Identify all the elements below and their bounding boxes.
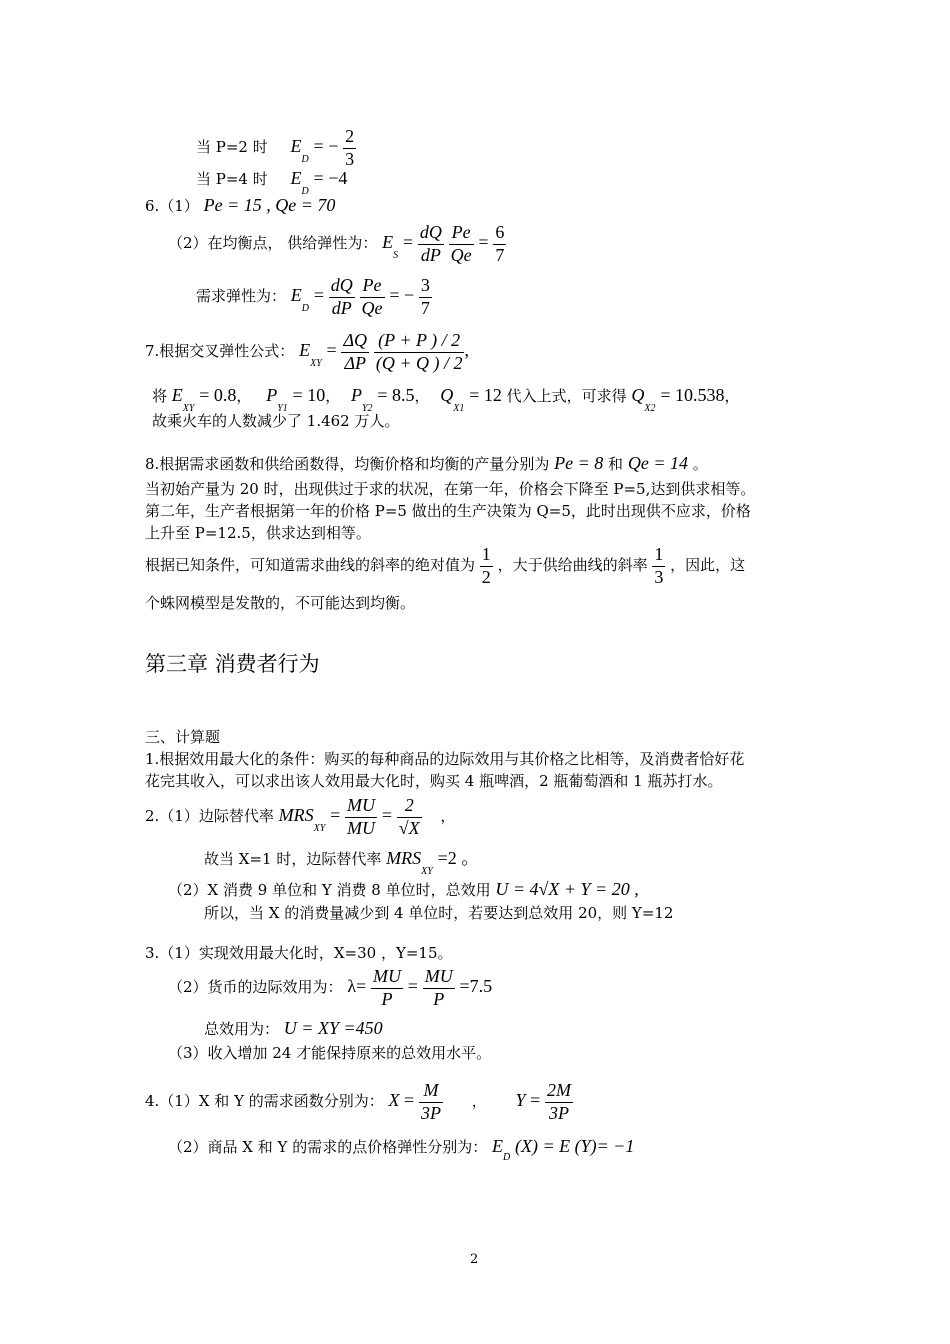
text: 根据已知条件，可知道需求曲线的斜率的绝对值为 (145, 556, 476, 575)
num: (P + P ) / 2 (374, 330, 465, 353)
sub-XY: XY (310, 358, 322, 370)
lambda: λ= (347, 976, 367, 997)
sub: D (502, 1152, 511, 1163)
frac-6-7 (493, 222, 506, 266)
text: 8.根据需求函数和供给函数得，均衡价格和均衡的产量分别为 (145, 455, 550, 473)
math-Q: Q (631, 385, 645, 405)
eq: = (402, 232, 414, 253)
frac-y (545, 1080, 573, 1124)
text: 6.（1） (145, 197, 199, 215)
math-pe-qe: Pe = 15 , Qe = 70 (203, 195, 336, 215)
math-X: X (388, 1090, 400, 1111)
num: MU (371, 966, 403, 989)
val: =2 。 (437, 848, 480, 868)
frac-dq-dp (418, 222, 444, 266)
num: 3 (419, 275, 432, 298)
frac-1-2 (480, 544, 493, 588)
sub: XY (182, 403, 195, 414)
math-E: E (491, 1136, 503, 1156)
line-q6-1 (145, 195, 335, 217)
text: 将 (152, 387, 168, 405)
frac-dq-dp (329, 275, 355, 319)
den: ΔP (344, 352, 367, 373)
math-E: E (171, 385, 183, 405)
frac-pe-qe (449, 222, 474, 266)
num: ΔQ (341, 330, 369, 353)
den: 3P (549, 1102, 569, 1123)
text: 总效用为： (204, 1020, 280, 1038)
sub-D: D (301, 186, 309, 197)
val: =7.5 (459, 976, 493, 997)
math-Q: Q (440, 385, 454, 405)
sub: XY (421, 866, 433, 877)
den: 3P (420, 1102, 441, 1123)
math-E: E (299, 340, 311, 361)
num: 1 (652, 544, 665, 567)
val-qx1: = 12 (469, 385, 502, 405)
sub: X1 (453, 403, 465, 414)
den: MU (347, 817, 376, 838)
num: MU (423, 966, 455, 989)
den: 3 (345, 148, 355, 169)
den: dP (331, 297, 352, 318)
val-py1: = 10 (292, 385, 326, 405)
math-MRS: MRS (386, 848, 422, 868)
num: MU (345, 795, 377, 818)
line-c2-1: 2.（1）边际替代率 $MRS_{XY}$ = $\frac{MU}{MU}$ = $\frac{2}{√X}$ ， (145, 795, 456, 838)
text: ，大于供给曲线的斜率 (497, 556, 648, 575)
den: Qe (361, 297, 383, 318)
den: √X (398, 817, 420, 838)
num: 1 (480, 544, 493, 567)
line-c2-3 (168, 879, 639, 901)
page-number: 2 (470, 1252, 479, 1267)
math-P: P (266, 385, 278, 405)
line-c2-4: 所以，当 X 的消费量减少到 4 单位时，若要达到总效用 20，则 Y=12 (204, 904, 674, 922)
math-qe14: Qe = 14 (627, 453, 688, 473)
text: 7.根据交叉弹性公式： (145, 342, 295, 361)
sub-S: S (393, 250, 399, 262)
text: 2.（1）边际替代率 (145, 807, 274, 826)
math-E: E (290, 285, 302, 306)
text: 4.（1）X 和 Y 的需求函数分别为： (145, 1092, 384, 1111)
num: 2M (545, 1080, 573, 1103)
line-q7-1: 7.根据交叉弹性公式： $E_{XY}$ = $\frac{\Delta Q}{\Delta P}$ $\frac{(P + P ) / 2}{(Q + Q ) / 2}$ , (145, 330, 469, 373)
den: 7 (495, 244, 505, 265)
frac-2-sqrtx (397, 795, 422, 839)
text: 和 (608, 455, 624, 473)
line-q7-3: 故乘火车的人数减少了 1.462 万人。 (152, 412, 400, 430)
line-c3-2: （2）货币的边际效用为： λ= $\frac{MU}{P}$ = $\frac{MU}{P}$ =7.5 (168, 966, 493, 1009)
val-qx2: = 10.538 (660, 385, 725, 405)
math-pe8: Pe = 8 (554, 453, 604, 473)
math-E: E (290, 136, 302, 157)
line-c1-2: 花完其收入，可以求出该人效用最大化时，购买 4 瓶啤酒，2 瓶葡萄酒和 1 瓶苏打水。 (145, 772, 723, 790)
num: dQ (418, 222, 444, 245)
line-p2 (196, 126, 356, 170)
text: （2）货币的边际效用为： (168, 978, 343, 997)
den: dP (420, 244, 441, 265)
text: ，因此，这 (670, 556, 746, 575)
line-q8-1 (145, 453, 708, 475)
line-q7-2: 将 $E_{XY} = 0.8$， $P_{Y1} = 10$， $P_{Y2} = 8.5$， $Q_{X1} = 12$ 代入上式，可求得 $Q_{X2} = 10.538$， (152, 385, 740, 414)
frac-2-3 (343, 126, 356, 170)
math-eq: = − (313, 136, 339, 157)
text-p2: 当 P=2 时 (196, 138, 268, 157)
frac-pe-qe (360, 275, 385, 319)
line-q8-2: 当初始产量为 20 时，出现供过于求的状况，在第一年，价格会下降至 P=5,达到供求相等。 (145, 480, 756, 498)
math-P: P (351, 385, 362, 405)
den: Qe (450, 244, 472, 265)
text: 代入上式，可求得 (506, 387, 627, 405)
line-c3-4: （3）收入增加 24 才能保持原来的总效用水平。 (168, 1044, 492, 1062)
line-c4-2 (168, 1136, 635, 1163)
frac-mux-px (371, 966, 403, 1010)
math-ed-final: (X) = E (Y)= −1 (515, 1136, 635, 1156)
sub: Y1 (277, 403, 288, 414)
line-c4-1: 4.（1）X 和 Y 的需求函数分别为： X = $\frac{M}{3P}$ ， Y = $\frac{2M}{3P}$ (145, 1080, 571, 1123)
section-heading: 三、计算题 (145, 728, 221, 746)
text: 。 (692, 455, 708, 473)
math-MRS: MRS (278, 805, 314, 826)
math-eq: = −4 (313, 168, 348, 188)
frac-dq-dp (341, 330, 369, 374)
line-c3-1: 3.（1）实现效用最大化时，X=30 ，Y=15。 (145, 944, 453, 962)
num: 2 (397, 795, 422, 818)
text: （2）在均衡点， 供给弹性为： (168, 234, 378, 253)
frac-1-3 (652, 544, 665, 588)
val-exy: = 0.8 (199, 385, 237, 405)
text-p4: 当 P=4 时 (196, 170, 268, 188)
line-c1-1: 1.根据效用最大化的条件：购买的每种商品的边际效用与其价格之比相等，及消费者恰好花 (145, 750, 745, 768)
line-q8-6: 个蛛网模型是发散的，不可能达到均衡。 (145, 594, 416, 612)
line-q8-3: 第二年，生产者根据第一年的价格 P=5 做出的生产决策为 Q=5，此时出现供不应求，价格 (145, 502, 751, 520)
chapter-heading: 第三章 消费者行为 (145, 652, 320, 676)
text: （2）X 消费 9 单位和 Y 消费 8 单位时，总效用 (168, 881, 491, 899)
frac-mu (345, 795, 377, 839)
frac-3-7 (419, 275, 432, 319)
line-p4 (196, 168, 348, 197)
sub: Y2 (362, 403, 373, 414)
den: 2 (481, 566, 491, 587)
den: P (433, 988, 445, 1009)
num: Pe (360, 275, 385, 298)
sub-D: D (301, 154, 309, 166)
frac-muy-py (423, 966, 455, 1010)
line-q6-3: 需求弹性为： $E_D$ = $\frac{dQ}{dP}$ $\frac{Pe}{Qe}$ = − $\frac{3}{7}$ (196, 275, 430, 318)
text: （2）商品 X 和 Y 的需求的点价格弹性分别为： (168, 1138, 488, 1156)
line-c3-3 (204, 1018, 383, 1040)
val-py2: = 8.5 (377, 385, 415, 405)
text: 故当 X=1 时，边际替代率 (204, 850, 382, 868)
math-Y: Y (515, 1090, 526, 1111)
math-E: E (290, 168, 302, 188)
den: P (381, 988, 393, 1009)
num: Pe (449, 222, 474, 245)
line-q8-5 (145, 544, 745, 588)
num: 6 (493, 222, 506, 245)
line-q8-4: 上升至 P=12.5，供求达到相等。 (145, 524, 371, 542)
den: (Q + Q ) / 2 (375, 352, 463, 373)
frac-avg (374, 330, 465, 374)
math-uxy: U = XY =450 (283, 1018, 383, 1038)
num: M (419, 1080, 443, 1103)
sub: X2 (644, 403, 656, 414)
den: 7 (420, 297, 430, 318)
frac-x (419, 1080, 443, 1124)
math-E: E (382, 232, 394, 253)
sub-D: D (301, 303, 310, 315)
num: dQ (329, 275, 355, 298)
num: 2 (343, 126, 356, 149)
math-u: U = 4√X + Y = 20 , (495, 879, 639, 899)
text: 需求弹性为： (196, 287, 287, 306)
line-q6-2: （2）在均衡点， 供给弹性为： $E_S$ = $\frac{dQ}{dP}$ $\frac{Pe}{Qe}$ = $\frac{6}{7}$ (168, 222, 505, 265)
den: 3 (654, 566, 664, 587)
sub: XY (313, 823, 326, 835)
line-c2-2 (204, 848, 480, 877)
